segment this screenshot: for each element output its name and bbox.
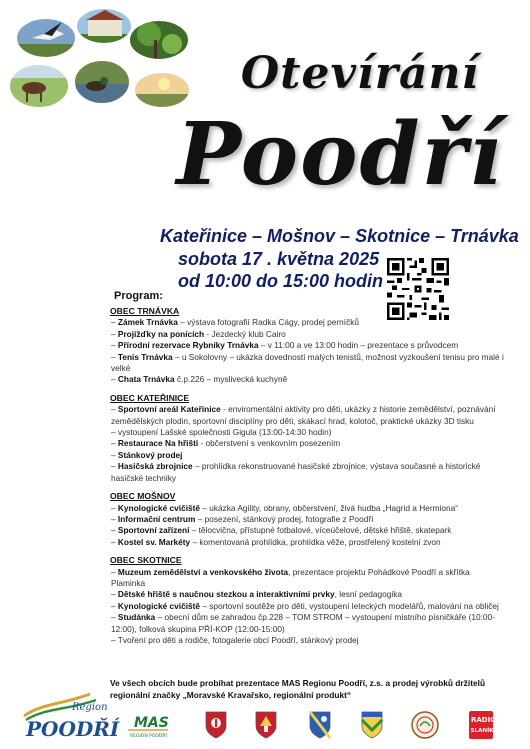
program-item-place: Stánkový prodej <box>117 449 183 460</box>
program-item-place: Studánka <box>117 612 156 623</box>
program-item: – Muzeum zemědělství a venkovského života, prezentace projektu Pohádkové Poodří a skřítka Plaminka <box>111 566 470 588</box>
program-item: – Kynologické cvičiště – sportovní soutěže pro děti, vystoupení leteckých modelářů, malování na obličej <box>111 600 499 611</box>
program-item-place: Informační centrum <box>117 513 196 524</box>
program-item-place: Projížďky na ponících <box>117 328 205 339</box>
section-heading: OBEC MOŠNOV <box>110 491 176 502</box>
program-item-place: Sportovní zařízení <box>117 525 190 536</box>
section-0 <box>110 306 505 386</box>
program-item-place: Tenis Trnávka <box>117 351 173 362</box>
region-logo-graphic <box>20 686 120 742</box>
radio-logo <box>468 710 497 740</box>
event-time: od 10:00 do 15:00 hodin <box>178 271 384 291</box>
program-item-place: Chata Trnávka <box>117 374 175 385</box>
section-heading: OBEC KATEŘINICE <box>110 392 190 403</box>
program-heading: Program: <box>114 290 163 302</box>
program-item-place: Zámek Trnávka <box>117 317 178 328</box>
program-item-place: Dětské hřiště s naučnou stezkou a interaktivními prvky <box>117 589 335 600</box>
radio-logo-label: RADIO <box>471 716 497 724</box>
program-item: – Zámek Trnávka – výstava fotografií Radka Cágy, prodej perníčků <box>111 317 359 328</box>
program-item-place: Restaurace Na hřišti <box>117 438 199 449</box>
program-item: – Kostel sv. Markéty – komentovaná prohlídka, prohlídka věže, prostřelený kostelní zvon <box>111 536 441 547</box>
program-item-place: Hasičská zbrojnice <box>117 461 193 472</box>
program-item-place: Kynologické cvičiště <box>117 502 201 513</box>
program-item-description: – posezení, stánkový prodej, fotografie z Poodří <box>195 513 374 524</box>
program-item-description: , lesní pedagogika <box>334 589 402 600</box>
program-item-place: Muzeum zemědělství a venkovského života <box>117 566 289 577</box>
coat-of-arms-2-icon <box>254 710 278 740</box>
partner-logos <box>122 710 518 742</box>
program-item-description: - enviromentální aktivity pro děti, ukázky z historie zemědělství, poznávání zemědělských plodin, sportovní disciplíny pro děti, skákací hrad, kolotoč, praktické ukázky 3D tisku <box>111 404 496 426</box>
program-item-place: Kynologické cvičiště <box>117 600 201 611</box>
region-logo-bottom: POODŘÍ <box>26 717 120 741</box>
section-heading: OBEC SKOTNICE <box>110 555 182 566</box>
program-item: – Dětské hřiště s naučnou stezkou a interaktivními prvky, lesní pedagogika <box>111 589 402 600</box>
program-item: – Hasičská zbrojnice – prohlídka rekonstruované hasičské zbrojnice, výstava současné a historické hasičské techniky <box>111 461 481 483</box>
program-item: – Sportovní zařízení – tělocvična, přístupné fotbalové, víceúčelové, dětské hřiště, skatepark <box>111 525 452 536</box>
coat-of-arms-3-icon <box>308 710 332 740</box>
footer-note: Ve všech obcích bude probíhat prezentace MAS Regionu Poodří, z.s. a prodej výrobků držitelů regionální značky „Moravské Kravařsko, regionální produkt“ <box>110 678 486 700</box>
villages-line: Kateřinice – Mošnov – Skotnice – Trnávka <box>160 226 519 246</box>
program-item-description: vystoupení Lašské společnosti Gigula (13:00-14:30 hodin) <box>117 427 332 438</box>
header-photo-collage <box>4 4 194 116</box>
program-item-description: – komentovaná prohlídka, prohlídka věže, prostřelený kostelní zvon <box>190 536 441 547</box>
region-logo-top: Region <box>72 702 108 713</box>
program-item-description: – ukázka Agility, obrany, občerstvení, živá hudba „Hagrid a Hermiona“ <box>200 502 458 513</box>
coat-of-arms-1-icon <box>204 710 228 740</box>
program-item-description: – obecní dům se zahradou čp.228 – TOM STROM – vystoupení místního písničkáře (10:00-12:00), folková skupina PŘÍ-KOP (12:00-15:00) <box>111 612 495 634</box>
mas-logo-sublabel: REGION POODŘÍ <box>130 734 167 739</box>
coat-of-arms-4-icon <box>360 710 384 740</box>
program-item: – Chata Trnávka č.p.226 – myslivecká kuchyně <box>111 374 288 385</box>
program-item: – vystoupení Lašské společnosti Gigula (13:00-14:30 hodin) <box>111 427 332 438</box>
program-item-place: Sportovní areál Kateřinice <box>117 404 221 415</box>
program-item: – Stánkový prodej <box>111 449 183 460</box>
program-item-description: – u Sokolovny – ukázka dovedností malých tenistů, možnost vyzkoušení tenisu pro malé i velké <box>111 351 504 374</box>
program-item-place: Kostel sv. Markéty <box>117 536 191 547</box>
program-item: – Kynologické cvičiště – ukázka Agility, obrany, občerstvení, živá hudba „Hagrid a Hermiona“ <box>111 502 458 513</box>
section-2 <box>110 491 505 548</box>
mas-logo <box>122 710 174 740</box>
regional-product-seal-icon <box>410 710 440 740</box>
program-list <box>110 306 505 653</box>
title-line-1: Otevírání <box>240 48 480 99</box>
program-item-description: - občerstvení s venkovním posezením <box>198 438 341 449</box>
radio-logo-sublabel: SLANÍK <box>470 728 494 734</box>
section-heading: OBEC TRNÁVKA <box>110 306 180 316</box>
section-3 <box>110 555 505 646</box>
title-line-2: Poodří <box>176 104 504 205</box>
program-item-description: , prezentace projektu Pohádkové Poodří a skřítka Plaminka <box>111 566 470 588</box>
program-item: – Přírodní rezervace Rybníky Trnávka – v 11:00 a ve 13:00 hodin – prezentace s průvodcem <box>111 340 459 351</box>
program-item: – Tvoření pro děti a rodiče, fotogalerie obcí Poodří, stánkový prodej <box>111 634 359 645</box>
photo-collage-graphic <box>4 4 194 116</box>
program-item-description: - Jezdecký klub Cairo <box>204 328 286 339</box>
program-item-description: č.p.226 – myslivecká kuchyně <box>174 374 288 385</box>
program-item: – Sportovní areál Kateřinice - enviromentální aktivity pro děti, ukázky z historie zemědělství, poznávání zemědělských plodin, sportovní disciplíny pro děti, skákací hrad, kolotoč, praktické ukázky 3D tisku <box>111 404 496 426</box>
mas-logo-label: MAS <box>134 715 169 731</box>
program-item: – Informační centrum – posezení, stánkový prodej, fotografie z Poodří <box>111 513 374 524</box>
program-item-description: – výstava fotografií Radka Cágy, prodej perníčků <box>177 317 359 328</box>
program-item-description: – prohlídka rekonstruované hasičské zbrojnice, výstava současné a historické hasičské techniky <box>111 461 481 483</box>
program-item-description: – v 11:00 a ve 13:00 hodin – prezentace s průvodcem <box>258 340 459 351</box>
program-item: – Studánka – obecní dům se zahradou čp.228 – TOM STROM – vystoupení místního písničkáře (10:00-12:00), folková skupina PŘÍ-KOP (12:00-15:00) <box>111 612 495 634</box>
program-item-place: Přírodní rezervace Rybníky Trnávka <box>117 340 259 351</box>
program-item: – Projížďky na ponících - Jezdecký klub Cairo <box>111 328 286 339</box>
program-item: – Restaurace Na hřišti - občerstvení s venkovním posezením <box>111 438 341 449</box>
program-item-description: – tělocvična, přístupné fotbalové, víceúčelové, dětské hřiště, skatepark <box>189 525 452 536</box>
program-item-description: – sportovní soutěže pro děti, vystoupení leteckých modelářů, malování na obličej <box>200 600 499 611</box>
program-item-description: Tvoření pro děti a rodiče, fotogalerie obcí Poodří, stánkový prodej <box>117 634 359 645</box>
event-date: sobota 17 . května 2025 <box>178 249 380 269</box>
program-item: – Tenis Trnávka – u Sokolovny – ukázka dovedností malých tenistů, možnost vyzkoušení tenisu pro malé i velké <box>111 351 504 374</box>
section-1 <box>110 393 505 484</box>
region-poodri-logo <box>20 686 120 742</box>
